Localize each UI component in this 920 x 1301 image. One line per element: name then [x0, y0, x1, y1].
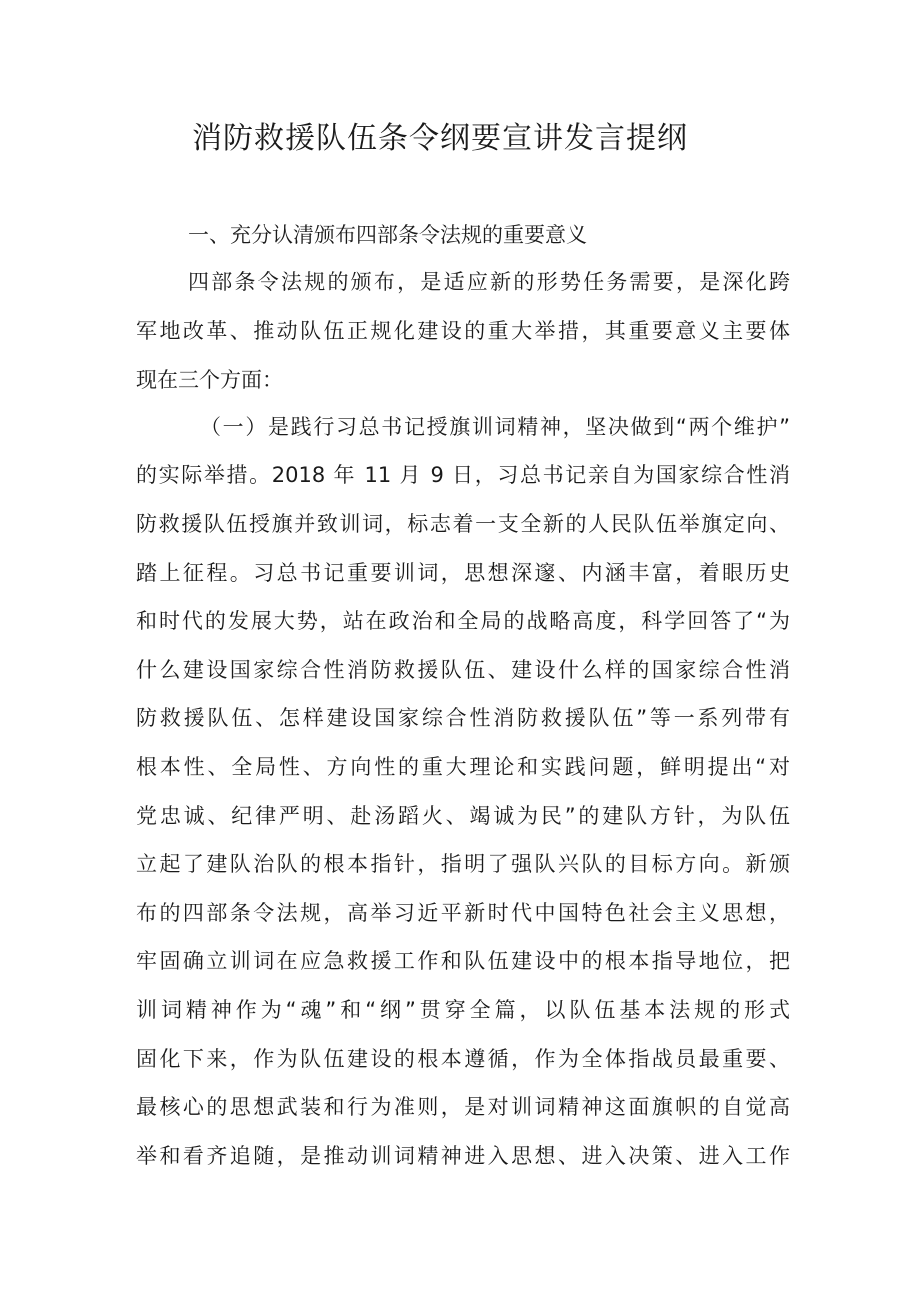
paragraph-line: 防救援队伍授旗并致训词，标志着一支全新的人民队伍举旗定向、	[136, 512, 790, 536]
paragraph-line: 根本性、全局性、方向性的重大理论和实践问题，鲜明提出“对	[136, 755, 790, 779]
paragraph-line: 踏上征程。习总书记重要训词，思想深邃、内涵丰富，着眼历史	[136, 561, 790, 585]
paragraph-line: 防救援队伍、怎样建设国家综合性消防救援队伍”等一系列带有	[136, 706, 790, 730]
paragraph-line: 现在三个方面：	[136, 368, 283, 392]
paragraph-line: 和时代的发展大势，站在政治和全局的战略高度，科学回答了“为	[136, 609, 790, 633]
paragraph-line: 布的四部条令法规，高举习近平新时代中国特色社会主义思想，	[136, 901, 790, 925]
paragraph-line: 固化下来，作为队伍建设的根本遵循，作为全体指战员最重要、	[136, 1047, 790, 1071]
paragraph-line: 的实际举措。2018 年 11 月 9 日，习总书记亲自为国家综合性消	[136, 463, 790, 487]
paragraph-line: 军地改革、推动队伍正规化建设的重大举措，其重要意义主要体	[136, 319, 790, 343]
section-heading: 一、充分认清颁布四部条令法规的重要意义	[188, 223, 587, 247]
paragraph-line: 什么建设国家综合性消防救援队伍、建设什么样的国家综合性消	[136, 658, 790, 682]
paragraph-line: 立起了建队治队的根本指针，指明了强队兴队的目标方向。新颁	[136, 852, 790, 876]
paragraph-line: 最核心的思想武装和行为准则，是对训词精神这面旗帜的自觉高	[136, 1095, 790, 1119]
document-title: 消防救援队伍条令纲要宣讲发言提纲	[192, 121, 688, 156]
paragraph-line: 党忠诚、纪律严明、赴汤蹈火、竭诚为民”的建队方针，为队伍	[136, 804, 790, 828]
paragraph-line: 牢固确立训词在应急救援工作和队伍建设中的根本指导地位，把	[136, 949, 790, 973]
paragraph-line: 四部条令法规的颁布，是适应新的形势任务需要，是深化跨	[188, 270, 790, 294]
paragraph-line: 训词精神作为“魂”和“纲”贯穿全篇，以队伍基本法规的形式	[136, 998, 790, 1022]
paragraph-line: （一）是践行习总书记授旗训词精神，坚决做到“两个维护”	[200, 415, 790, 439]
paragraph-line: 举和看齐追随，是推动训词精神进入思想、进入决策、进入工作	[136, 1144, 790, 1168]
